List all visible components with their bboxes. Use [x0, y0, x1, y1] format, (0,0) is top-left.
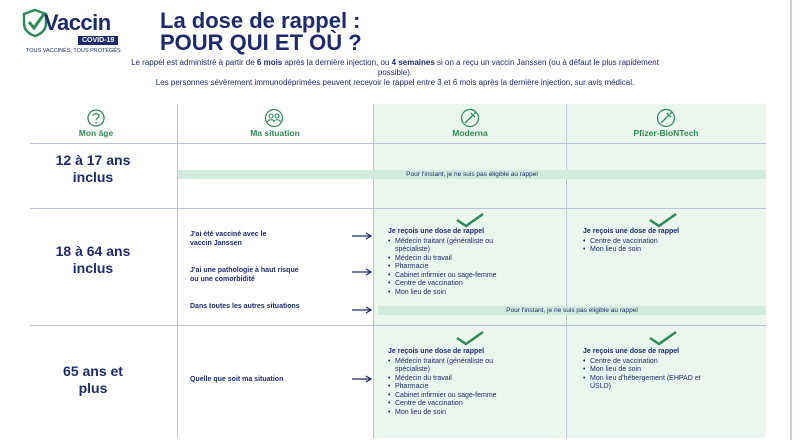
vaccin-logo: [22, 8, 142, 56]
row-divider: [30, 143, 766, 144]
situation-other: Dans toutes les autres situations: [190, 303, 300, 310]
arrow-icon: [352, 375, 374, 383]
pfizer-row2-list: [583, 238, 713, 255]
intro-part1: Le rappel est administré à partir de: [131, 58, 257, 67]
list-item: • Centre de vaccination: [583, 238, 713, 247]
intro-line2: Les personnes sévèrement immunodéprimées peuvent recevoir le rappel entre 3 et 6 mois après la dernière injection, sur avis médical.: [155, 78, 635, 87]
moderna-row3-list: [388, 358, 518, 418]
list-item: • Centre de vaccination: [388, 400, 518, 409]
moderna-row2-list: [388, 238, 518, 298]
people-icon: [262, 108, 286, 128]
moderna-row3-cell: [388, 348, 518, 417]
moderna-row2-cell: [388, 228, 518, 297]
intro-bold2: 4 semaines: [391, 58, 435, 67]
row-divider: [30, 325, 766, 326]
moderna-row2-head: Je reçois une dose de rappel: [388, 228, 485, 235]
situation-janssen: J'ai été vacciné avec le vaccin Janssen: [190, 231, 267, 247]
check-icon: [648, 330, 678, 346]
situation-comorbidity: J'ai une pathologie à haut risque ou une comorbidité: [190, 267, 299, 283]
list-item: • Mon lieu d'hébergement (EHPAD et USLD): [583, 375, 723, 392]
list-item: • Cabinet infirmier ou sage-femme: [388, 272, 518, 281]
age-row1: 12 à 17 ans inclus: [55, 152, 131, 185]
moderna-row3-head: Je reçois une dose de rappel: [388, 348, 485, 355]
syringe-icon: [460, 108, 480, 128]
row-divider: [30, 208, 766, 209]
pfizer-row3-list: [583, 358, 723, 392]
list-item: • Mon lieu de soin: [583, 366, 723, 375]
age-row2: 18 à 64 ans inclus: [55, 243, 131, 276]
list-item: • Pharmacie: [388, 263, 518, 272]
list-item: • Cabinet infirmier ou sage-femme: [388, 392, 518, 401]
intro-part3: si on a reçu un vaccin Janssen (ou à défaut le plus rapidement possible).: [377, 58, 659, 77]
syringe-icon: [656, 108, 676, 128]
page-title-line1: La dose de rappel :: [160, 8, 361, 33]
check-icon: [455, 330, 485, 346]
check-icon: [455, 212, 485, 228]
logo-tagline: TOUS VACCINÉS, TOUS PROTÉGÉS: [26, 48, 121, 54]
pfizer-row3-cell: [583, 348, 723, 392]
arrow-icon: [352, 268, 374, 276]
header-situation: Ma situation: [250, 128, 300, 138]
age-icon: [86, 108, 106, 128]
not-eligible-banner: Pour l'instant, je ne suis pas éligible au rappel: [178, 170, 766, 179]
not-eligible-banner: Pour l'instant, je ne suis pas éligible au rappel: [378, 306, 766, 315]
list-item: • Mon lieu de soin: [583, 246, 713, 255]
page-title-line2: POUR QUI ET OÙ ?: [160, 30, 362, 55]
list-item: • Médecin du travail: [388, 375, 518, 384]
intro-part2: après la dernière injection, ou: [282, 58, 392, 67]
list-item: • Pharmacie: [388, 383, 518, 392]
list-item: • Médecin du travail: [388, 255, 518, 264]
header-moderna: Moderna: [452, 128, 488, 138]
pfizer-row2-cell: [583, 228, 713, 255]
list-item: • Médecin traitant (généraliste ou spécialiste): [388, 358, 518, 375]
col-divider: [566, 104, 567, 438]
logo-sub: COVID-19: [78, 36, 118, 45]
list-item: • Centre de vaccination: [388, 280, 518, 289]
intro-bold1: 6 mois: [256, 58, 283, 67]
pfizer-row3-head: Je reçois une dose de rappel: [583, 348, 680, 355]
header-pfizer: Pfizer-BioNTech: [633, 128, 699, 138]
logo-brand: Vaccin: [44, 10, 111, 35]
list-item: • Médecin traitant (généraliste ou spécialiste): [388, 238, 518, 255]
col-divider: [177, 104, 178, 438]
pfizer-row2-head: Je reçois une dose de rappel: [583, 228, 680, 235]
arrow-icon: [352, 306, 374, 314]
check-icon: [648, 212, 678, 228]
list-item: • Mon lieu de soin: [388, 289, 518, 298]
list-item: • Centre de vaccination: [583, 358, 723, 367]
list-item: • Mon lieu de soin: [388, 409, 518, 418]
right-border: [790, 0, 792, 440]
header-age: Mon âge: [78, 128, 114, 138]
situation-any: Quelle que soit ma situation: [190, 376, 284, 383]
age-row3: 65 ans et plus: [63, 363, 123, 396]
intro-text: [130, 58, 660, 88]
arrow-icon: [352, 232, 374, 240]
